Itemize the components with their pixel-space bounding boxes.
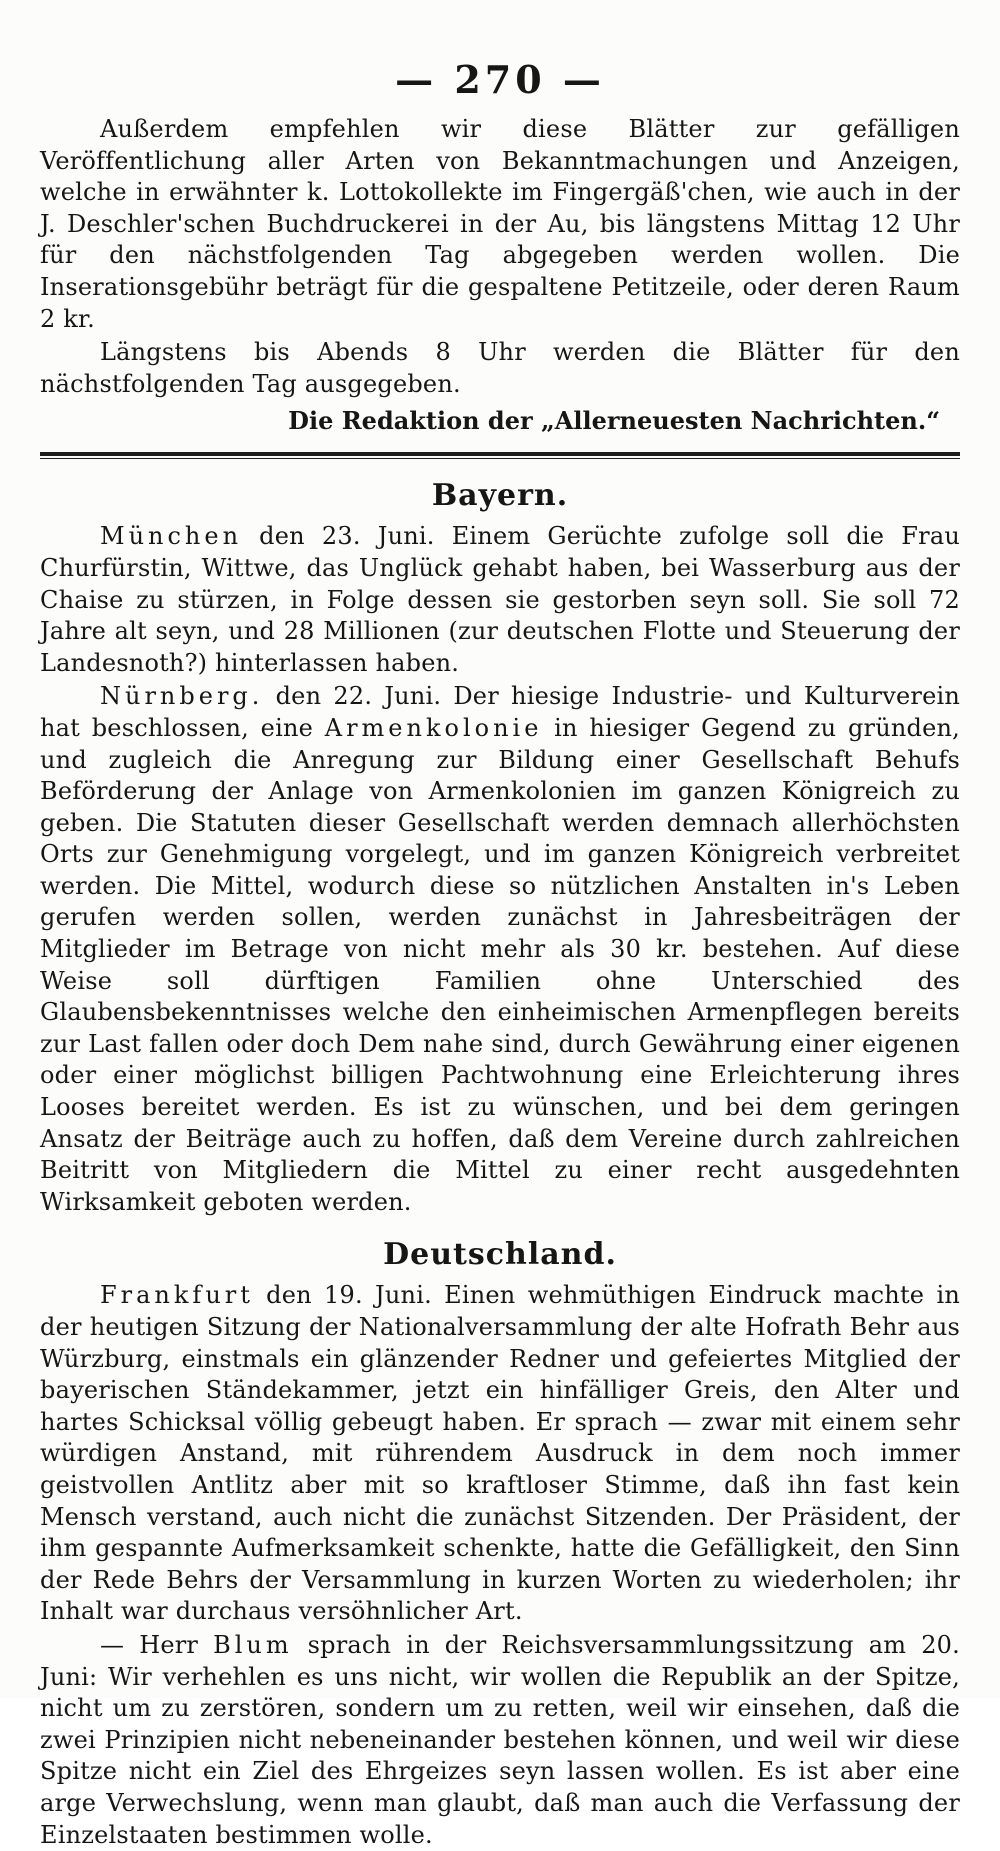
page-number: — 270 — bbox=[395, 57, 605, 102]
article-text: den 23. Juni. Einem Gerüchte zufolge soll die Frau Churfürstin, Wittwe, das Unglück gehabt haben, bei Wasserburg aus der Chaise zu stürzen, in Folge dessen sie gestorben seyn soll. Sie soll 72 Jahre alt seyn, und 28 Millionen (zur deutschen Flotte und Steuerung der Landesnoth?) hinterlassen haben. bbox=[40, 522, 960, 677]
article-text: sprach in der Reichsversammlungssitzung am 20. Juni: Wir verhehlen es uns nicht, wir wollen die Republik an der Spitze, nicht um zu zerstören, sondern um zu retten, weil wir einsehen, daß die zwei Prinzipien nicht nebeneinander bestehen können, und weil wir diese Spitze nicht ein Ziel des Ehrgeizes seyn lassen wollen. Es ist aber eine arge Verwechslung, wenn man glaubt, daß man auch die Verfassung der Einzelstaaten bestimmen wolle. bbox=[40, 1630, 960, 1849]
notice-paragraph-2: Längstens bis Abends 8 Uhr werden die Blätter für den nächstfolgenden Tag ausgegeben. bbox=[40, 338, 960, 398]
article-muenchen bbox=[40, 521, 960, 679]
editorial-signature: Die Redaktion der „Allerneuesten Nachrichten.“ bbox=[288, 406, 940, 436]
article-text: in hiesiger Gegend zu gründen, und zugleich die Anregung zur Bildung einer Gesellschaft Behufs Beförderung der Anlage von Armenkolonien im ganzen Königreich zu geben. Die Statuten dieser Gesellschaft werden demnach allerhöchsten Orts zur Genehmigung vorgelegt, und im ganzen Königreich verbreitet werden. Die Mittel, wodurch diese so nützlichen Anstalten in's Leben gerufen werden sollen, werden zunächst in Jahresbeiträgen der Mitglieder im Betrage von nicht mehr als 30 kr. bestehen. Auf diese Weise soll dürftigen Familien ohne Unterschied des Glaubensbekenntnisses welche den einheimischen Armenpflegen bereits zur Last fallen oder doch Dem nahe sind, durch Gewährung einer eigenen oder einer möglichst billigen Pachtwohnung eine Erleichterung ihres Looses bereitet werden. Es ist zu wünschen, und bei dem geringen Ansatz der Beiträge auch zu hoffen, daß dem Vereine durch zahlreichen Beitritt von Mitgliedern die Mittel zu einer recht ausgedehnten Wirksamkeit geboten werden. bbox=[40, 713, 960, 1216]
dateline-place: Frankfurt bbox=[100, 1281, 254, 1310]
article-text: — Herr bbox=[100, 1630, 214, 1659]
article-text: den 22. Juni. Der hiesige Industrie- und Kulturverein hat beschlossen, eine bbox=[40, 682, 960, 742]
emphasized-term: Armenkolonie bbox=[324, 713, 543, 742]
notice-paragraph-1: Außerdem empfehlen wir diese Blätter zur gefälligen Veröffentlichung aller Arten von Bekanntmachungen und Anzeigen, welche in erwähnter k. Lottokollekte im Fingergäß'chen, wie auch in der J. Deschler'schen Buchdruckerei in der Au, bis längstens Mittag 12 Uhr für den nächstfolgenden Tag abgegeben werden wollen. Die Inserationsgebühr beträgt für die gespaltene Petitzeile, oder deren Raum 2 kr. bbox=[40, 115, 960, 333]
speaker-name: Blum bbox=[213, 1630, 293, 1659]
section-heading-deutschland: Deutschland. bbox=[383, 1237, 617, 1273]
article-blum bbox=[40, 1630, 960, 1851]
article-frankfurt bbox=[40, 1280, 960, 1628]
section-divider bbox=[40, 452, 960, 459]
section-heading-bayern: Bayern. bbox=[431, 478, 569, 514]
dateline-place: Nürnberg. bbox=[100, 682, 264, 711]
article-text: den 19. Juni. Einen wehmüthigen Eindruck machte in der heutigen Sitzung der Nationalversammlung der alte Hofrath Behr aus Würzburg, einstmals ein glänzender Redner und gefeiertes Mitglied der bayerischen Ständekammer, jetzt ein hinfälliger Greis, den Alter und hartes Schicksal völlig gebeugt haben. Er sprach — zwar mit einem sehr würdigen Anstand, mit rührendem Ausdruck in dem noch immer geistvollen Antlitz aber mit so kraftloser Stimme, daß ihn fast kein Mensch verstand, auch nicht die zunächst Sitzenden. Der Präsident, der ihm gespannte Aufmerksamkeit schenkte, hatte die Gefälligkeit, den Sinn der Rede Behrs der Versammlung in kurzen Worten zu wiederholen; ihr Inhalt war durchaus versöhnlicher Art. bbox=[40, 1281, 960, 1626]
article-nuernberg bbox=[40, 681, 960, 1218]
dateline-place: München bbox=[100, 522, 243, 551]
